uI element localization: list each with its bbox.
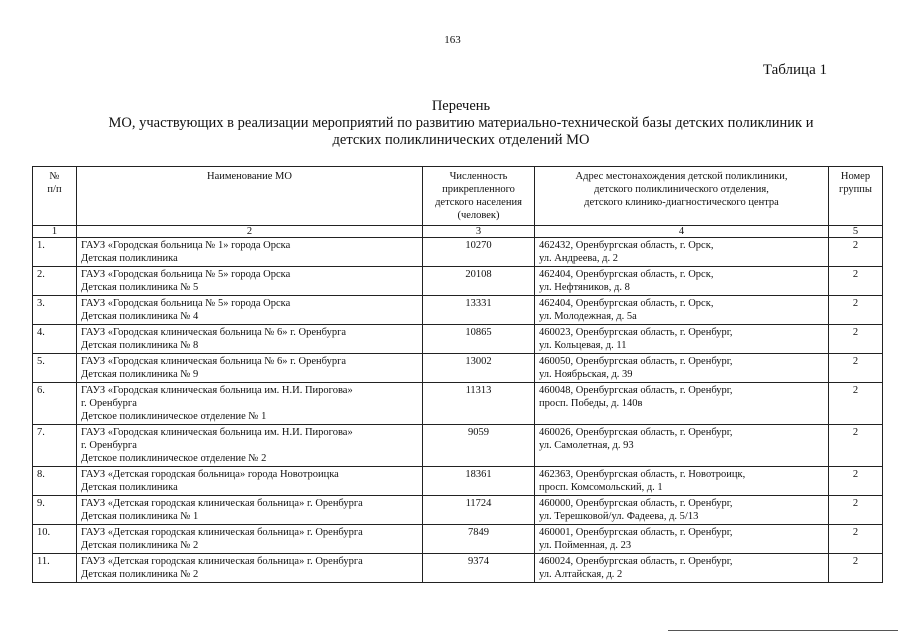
name-line: ГАУЗ «Городская клиническая больница № 6» г. Оренбурга [81,356,347,367]
population: 11724 [423,496,535,525]
address-line: ул. Алтайская, д. 2 [539,569,623,580]
row-number: 1. [33,238,77,267]
table-row [33,325,883,354]
group-number: 2 [829,467,883,496]
address-line: ул. Пойменная, д. 23 [539,540,632,551]
name-line: ГАУЗ «Детская городская больница» города Новотроицка [81,469,339,480]
name-line: г. Оренбурга [81,440,137,451]
address-line: просп. Комсомольский, д. 1 [539,482,663,493]
address [535,554,829,583]
population: 9374 [423,554,535,583]
table-row [33,496,883,525]
mo-name [77,525,423,554]
name-line: ГАУЗ «Детская городская клиническая больница» г. Оренбурга [81,498,363,509]
name-line: Детская поликлиника № 2 [81,540,199,551]
address [535,238,829,267]
address [535,325,829,354]
population: 10270 [423,238,535,267]
group-number: 2 [829,425,883,467]
group-number: 2 [829,267,883,296]
group-number: 2 [829,525,883,554]
name-line: ГАУЗ «Городская клиническая больница № 6» г. Оренбурга [81,327,347,338]
population: 9059 [423,425,535,467]
table-row [33,425,883,467]
address [535,525,829,554]
address-line: ул. Ноябрьская, д. 39 [539,369,633,380]
table-label: Таблица 1 [762,62,827,78]
bottom-rule [668,630,898,631]
address-line: ул. Молодежная, д. 5а [539,311,637,322]
name-line: Детское поликлиническое отделение № 1 [81,411,267,422]
population: 20108 [423,267,535,296]
row-number: 11. [33,554,77,583]
name-line: ГАУЗ «Детская городская клиническая больница» г. Оренбурга [81,527,363,538]
name-line: Детская поликлиника № 4 [81,311,199,322]
table-row [33,238,883,267]
mo-table [32,166,883,583]
address-line: 460026, Оренбургская область, г. Оренбург, [539,427,733,438]
name-line: Детская поликлиника № 9 [81,369,199,380]
column-number: 5 [829,226,883,238]
mo-name [77,296,423,325]
address-line: 460001, Оренбургская область, г. Оренбург, [539,527,733,538]
population: 13331 [423,296,535,325]
row-number: 7. [33,425,77,467]
table-row [33,383,883,425]
title-line-3: детских поликлинических отделений МО [332,132,590,148]
table-row [33,467,883,496]
page-number: 163 [444,34,461,46]
group-number: 2 [829,554,883,583]
name-line: ГАУЗ «Детская городская клиническая больница» г. Оренбурга [81,556,363,567]
name-line: Детская поликлиника [81,253,178,264]
name-line: Детская поликлиника № 8 [81,340,199,351]
group-number: 2 [829,238,883,267]
document-title [40,98,882,149]
address-line: 462404, Оренбургская область, г. Орск, [539,269,714,280]
address-line: ул. Терешковой/ул. Фадеева, д. 5/13 [539,511,699,522]
group-number: 2 [829,296,883,325]
population: 7849 [423,525,535,554]
population: 11313 [423,383,535,425]
population: 13002 [423,354,535,383]
mo-name [77,267,423,296]
row-number: 9. [33,496,77,525]
address-line: 462432, Оренбургская область, г. Орск, [539,240,714,251]
header-name: Наименование МО [77,167,423,226]
mo-name [77,467,423,496]
table-header-row [33,167,883,226]
mo-name [77,325,423,354]
population: 18361 [423,467,535,496]
address-line: 460024, Оренбургская область, г. Оренбург, [539,556,733,567]
header-group: Номер группы [829,167,883,226]
name-line: Детская поликлиника № 1 [81,511,199,522]
row-number: 6. [33,383,77,425]
row-number: 2. [33,267,77,296]
row-number: 4. [33,325,77,354]
address-line: 460048, Оренбургская область, г. Оренбург, [539,385,733,396]
name-line: Детская поликлиника № 5 [81,282,199,293]
group-number: 2 [829,325,883,354]
table-row [33,525,883,554]
header-num: № п/п [33,167,77,226]
address [535,383,829,425]
address [535,267,829,296]
address-line: ул. Нефтяников, д. 8 [539,282,630,293]
header-address: Адрес местонахождения детской поликлиники, детского поликлинического отделения, детского клинико-диагностического центра [535,167,829,226]
address-line: ул. Кольцевая, д. 11 [539,340,627,351]
row-number: 3. [33,296,77,325]
name-line: Детская поликлиника [81,482,178,493]
column-number: 3 [423,226,535,238]
table-row [33,267,883,296]
column-number: 1 [33,226,77,238]
address-line: 462363, Оренбургская область, г. Новотроицк, [539,469,746,480]
address-line: 460000, Оренбургская область, г. Оренбург, [539,498,733,509]
mo-name [77,354,423,383]
address-line: 462404, Оренбургская область, г. Орск, [539,298,714,309]
mo-name [77,554,423,583]
address-line: ул. Андреева, д. 2 [539,253,618,264]
mo-name [77,496,423,525]
group-number: 2 [829,354,883,383]
group-number: 2 [829,496,883,525]
column-number-row [33,226,883,238]
address-line: 460050, Оренбургская область, г. Оренбург, [539,356,733,367]
group-number: 2 [829,383,883,425]
name-line: ГАУЗ «Городская больница № 5» города Орска [81,269,291,280]
address-line: просп. Победы, д. 140в [539,398,643,409]
mo-name [77,425,423,467]
row-number: 5. [33,354,77,383]
title-line-1: Перечень [431,98,491,114]
address [535,467,829,496]
mo-name [77,238,423,267]
title-line-2: МО, участвующих в реализации мероприятий по развитию материально-технической базы детских поликлиник и [108,115,814,131]
row-number: 10. [33,525,77,554]
name-line: ГАУЗ «Городская клиническая больница им. Н.И. Пирогова» [81,385,353,396]
address [535,296,829,325]
table-row [33,554,883,583]
column-number: 4 [535,226,829,238]
row-number: 8. [33,467,77,496]
name-line: г. Оренбурга [81,398,137,409]
table-row [33,296,883,325]
address [535,496,829,525]
address [535,354,829,383]
name-line: ГАУЗ «Городская больница № 5» города Орска [81,298,291,309]
address [535,425,829,467]
name-line: Детская поликлиника № 2 [81,569,199,580]
mo-name [77,383,423,425]
table-row [33,354,883,383]
name-line: Детское поликлиническое отделение № 2 [81,453,267,464]
name-line: ГАУЗ «Городская клиническая больница им. Н.И. Пирогова» [81,427,353,438]
column-number: 2 [77,226,423,238]
header-population: Численность прикрепленного детского населения (человек) [423,167,535,226]
address-line: ул. Самолетная, д. 93 [539,440,634,451]
population: 10865 [423,325,535,354]
name-line: ГАУЗ «Городская больница № 1» города Орска [81,240,291,251]
address-line: 460023, Оренбургская область, г. Оренбург, [539,327,733,338]
